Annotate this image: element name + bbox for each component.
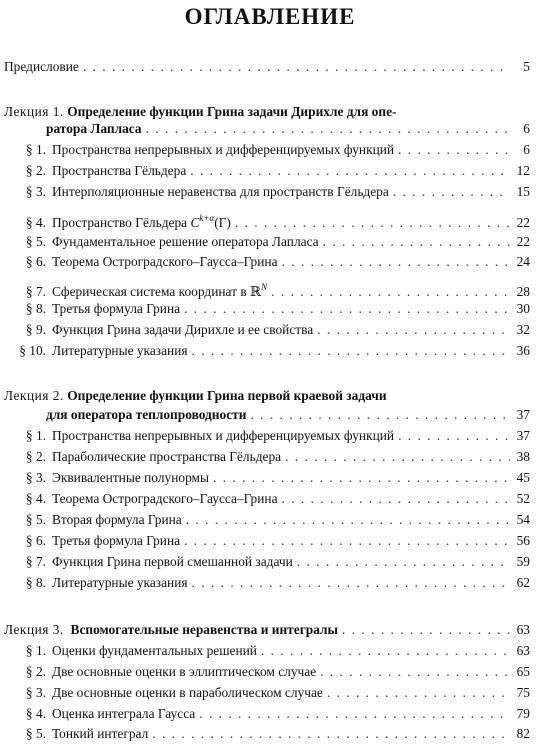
toc-page-number: 6 [523,121,530,136]
lecture-label: Лекция 3. [4,622,64,637]
section-number: § 2. [25,664,46,679]
toc-section[interactable] [10,342,530,359]
toc-section[interactable] [10,469,530,486]
section-number: § 1. [25,142,46,157]
toc-section[interactable] [10,448,530,465]
toc-section[interactable] [10,705,530,722]
toc-page-number: 79 [516,706,530,721]
toc-section[interactable] [10,553,530,570]
toc-page-number: 59 [516,554,530,569]
section-title: Функция Грина задачи Дирихле и ее свойства [52,322,314,337]
dot-leader [282,253,510,270]
lecture-title: Вспомогательные неравенства и интегралы [70,622,339,637]
lecture-title-cont: для оператора теплопроводности [46,407,247,422]
lecture-label: Лекция 1. [4,104,64,119]
section-number: § 7. [25,554,46,569]
section-number: § 8. [25,575,46,590]
toc-page-number: 22 [516,234,530,249]
section-title: Теорема Остроградского–Гаусса–Грина [52,491,278,506]
dot-leader [213,469,510,486]
section-number: § 4. [25,706,46,721]
dot-leader [192,342,510,359]
section-number: § 4. [25,215,46,230]
section-title: Литературные указания [52,575,188,590]
toc-section[interactable] [10,574,530,591]
section-title: Пространство Гёльдера [52,215,188,230]
toc-section[interactable] [10,511,530,528]
section-title: Тонкий интеграл [52,726,149,741]
dot-leader [323,233,510,250]
section-title: Оценки фундаментальных решений [52,643,257,658]
toc-page-number: 38 [516,449,530,464]
toc-page-number: 62 [516,575,530,590]
lecture-title: Определение функции Грина первой краевой задачи [67,388,387,403]
dot-leader [398,427,510,444]
toc-page-number: 30 [516,301,530,316]
toc-section[interactable] [10,321,530,338]
toc-page-number: 36 [516,343,530,358]
toc-page-number: 5 [523,59,530,74]
toc-entry-text: Предисловие [4,59,79,74]
section-title: Фундаментальное решение оператора Лапласа [52,234,319,249]
toc-section[interactable] [10,162,530,179]
dot-leader [317,321,510,338]
toc-section[interactable] [10,233,530,250]
section-number: § 6. [25,533,46,548]
toc-page-number: 56 [516,533,530,548]
lecture-1-heading-cont[interactable] [46,120,530,137]
dot-leader [192,574,510,591]
lecture-3-heading[interactable] [4,621,530,638]
section-title: Теорема Остроградского–Гаусса–Грина [52,254,278,269]
toc-section[interactable] [10,532,530,549]
toc-page-number: 54 [516,512,530,527]
toc-page-number: 15 [516,184,530,199]
section-number: § 8. [25,301,46,316]
toc-page-number: 63 [516,643,530,658]
dot-leader [83,58,510,75]
dot-leader [393,183,510,200]
dot-leader [186,511,510,528]
section-title: Третья формула Грина [52,533,181,548]
formula-symbol: C [190,215,200,230]
section-number: § 3. [25,470,46,485]
toc-page-number: 22 [516,215,530,230]
toc-page-number: 12 [516,163,530,178]
lecture-2-heading[interactable] [4,387,530,404]
formula-superscript: k+α [199,213,215,223]
toc-section[interactable] [10,279,530,300]
section-title: Пространства непрерывных и дифференцируемых функций [52,142,395,157]
toc-section[interactable] [10,300,530,317]
toc-page-number: 6 [523,142,530,157]
toc-page-number: 37 [516,428,530,443]
section-title: Две основные оценки в эллиптическом случае [52,664,317,679]
dot-leader [398,141,510,158]
lecture-1-heading[interactable] [4,103,530,120]
section-title: Пространства Гёльдера [52,163,187,178]
toc-page-number: 52 [516,491,530,506]
section-title: Эквивалентные полунормы [52,470,210,485]
section-title: Вторая формула Грина [52,512,182,527]
formula-symbol: ℝ [250,284,262,299]
toc-section[interactable] [10,490,530,507]
section-number: § 4. [25,491,46,506]
section-number: § 5. [25,512,46,527]
toc-page-number: 45 [516,470,530,485]
toc-page-number: 24 [516,254,530,269]
section-number: § 7. [25,284,46,299]
section-title: Литературные указания [52,343,188,358]
toc-section[interactable] [10,253,530,270]
dot-leader [146,120,510,137]
dot-leader [235,214,510,231]
dot-leader [184,532,510,549]
formula-superscript: N [261,282,268,292]
section-title: Сферическая система координат в [52,284,247,299]
toc-page-number: 82 [516,726,530,741]
toc-section[interactable] [10,427,530,444]
section-title: Интерполяционные неравенства для пространств Гёльдера [52,184,389,199]
section-number: § 5. [25,234,46,249]
toc-section[interactable] [10,684,530,701]
section-title: Функция Грина первой смешанной задачи [52,554,293,569]
section-number: § 1. [25,428,46,443]
dot-leader [271,283,510,300]
dot-leader [190,162,510,179]
lecture-title-cont: ратора Лапласа [46,121,142,136]
section-number: § 3. [25,184,46,199]
toc-section[interactable] [10,183,530,200]
formula-argument: (Γ) [214,215,231,230]
dot-leader [342,621,510,638]
lecture-2-heading-cont[interactable] [46,406,530,423]
section-number: § 3. [25,685,46,700]
toc-page-number: 75 [516,685,530,700]
toc-page-number: 28 [516,284,530,299]
toc-section[interactable] [10,663,530,680]
toc-page-number: 37 [516,407,530,422]
toc-page-number: 63 [516,622,530,637]
page-title: ОГЛАВЛЕНИЕ [184,4,356,29]
toc-page-number: 65 [516,664,530,679]
toc-section[interactable] [10,725,530,742]
section-number: § 1. [25,643,46,658]
toc-section[interactable] [10,642,530,659]
toc-section[interactable] [10,210,530,231]
dot-leader [327,684,510,701]
dot-leader [320,663,510,680]
toc-entry-preface[interactable] [4,58,530,75]
section-title: Третья формула Грина [52,301,181,316]
section-number: § 9. [25,322,46,337]
section-number: § 2. [25,449,46,464]
dot-leader [152,725,510,742]
dot-leader [285,448,510,465]
dot-leader [282,490,510,507]
lecture-title: Определение функции Грина задачи Дирихле для опе- [67,104,397,119]
dot-leader [261,642,510,659]
lecture-label: Лекция 2. [4,388,64,403]
section-number: § 5. [25,726,46,741]
dot-leader [297,553,510,570]
section-title: Две основные оценки в параболическом случае [52,685,323,700]
dot-leader [184,300,510,317]
section-number: § 10. [19,343,46,358]
toc-section[interactable] [10,141,530,158]
dot-leader [199,705,510,722]
section-title: Оценка интеграла Гаусса [52,706,196,721]
toc-page-number: 32 [516,322,530,337]
section-number: § 2. [25,163,46,178]
dot-leader [250,406,510,423]
section-title: Параболические пространства Гёльдера [52,449,282,464]
section-number: § 6. [25,254,46,269]
section-title: Пространства непрерывных и дифференцируемых функций [52,428,395,443]
